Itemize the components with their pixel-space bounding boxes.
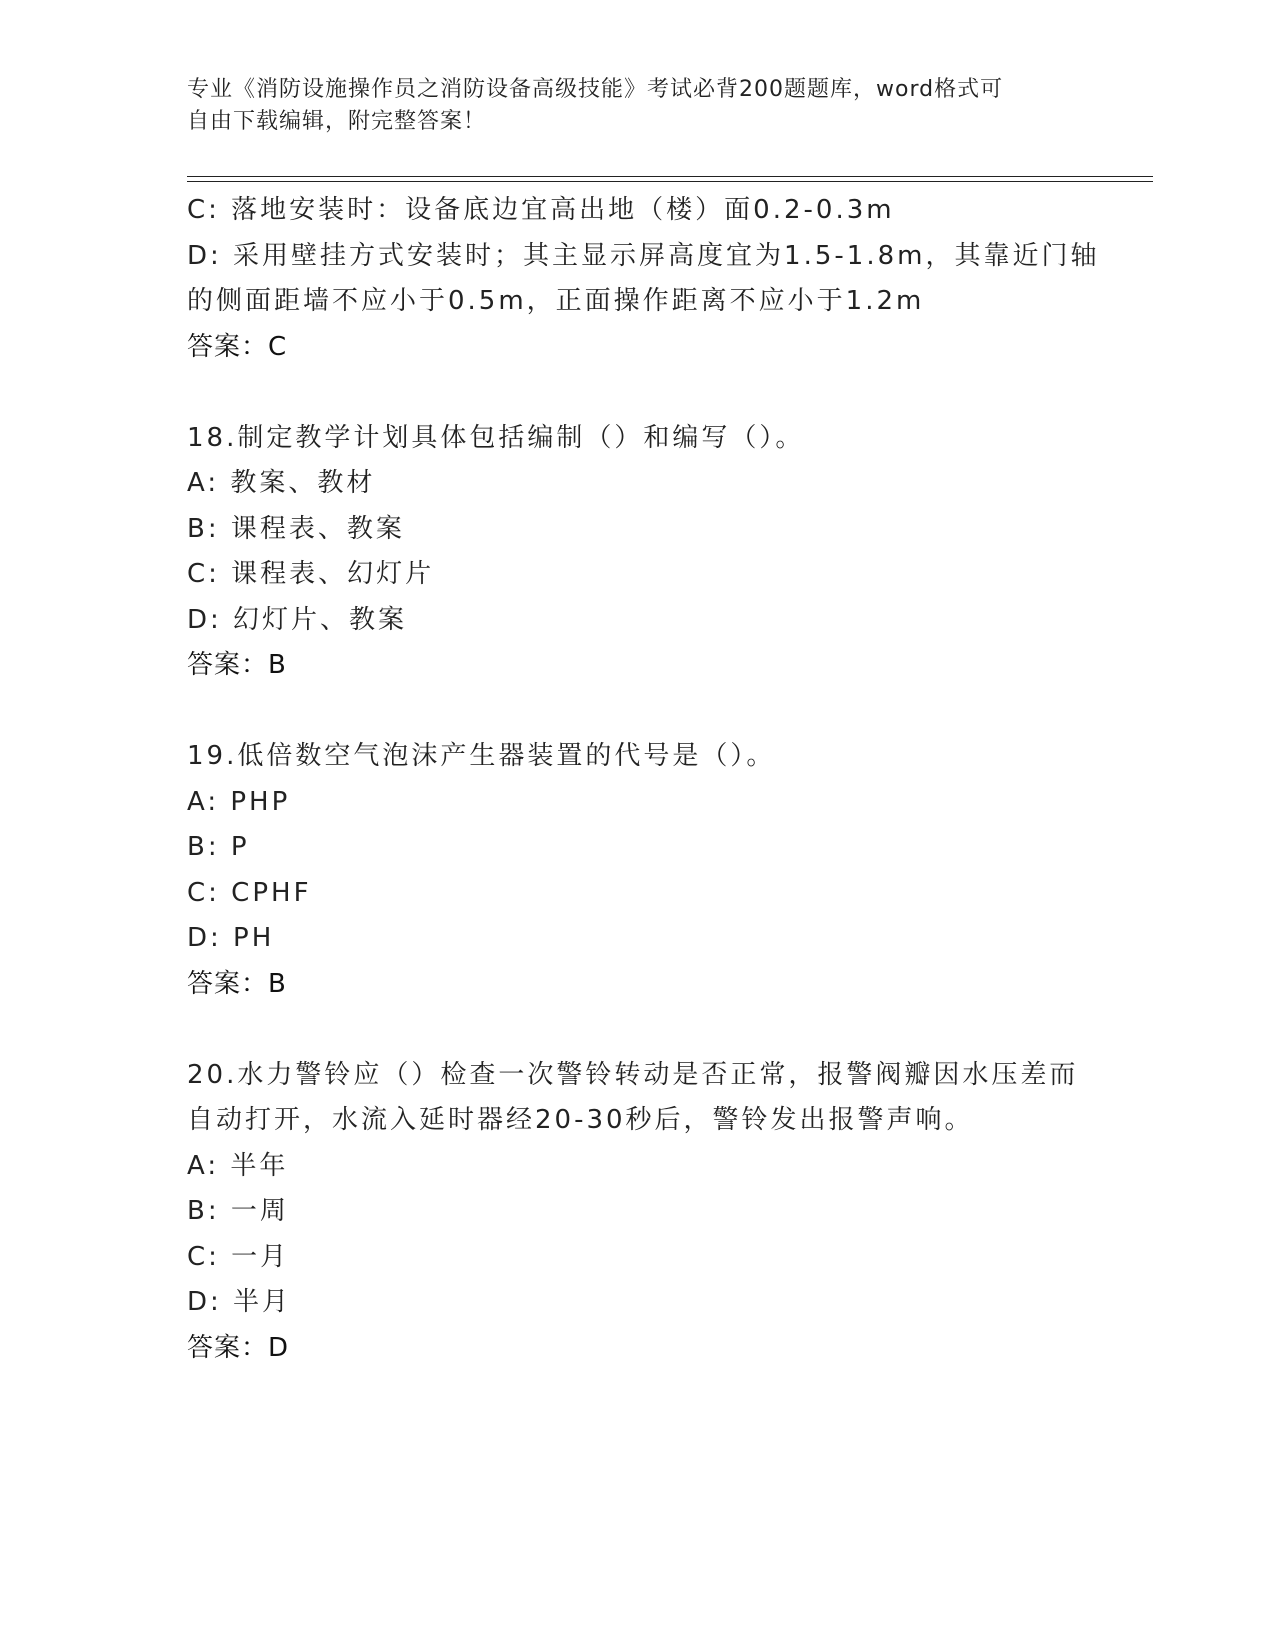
option-c: C: CPHF: [187, 877, 312, 908]
spacer: [187, 1007, 1087, 1053]
header-divider-top: [187, 176, 1153, 177]
question-text-continued: 自动打开，水流入延时器经20-30秒后，警铃发出报警声响。: [187, 1105, 974, 1135]
option-b: B: P: [187, 832, 250, 862]
question-text: 18.制定教学计划具体包括编制（）和编写（）。: [187, 422, 805, 453]
option-a: A: PHP: [187, 786, 291, 817]
option-b: B: 一周: [187, 1196, 289, 1226]
question-20: [187, 1053, 1087, 1372]
answer: 答案：D: [187, 1332, 290, 1363]
document-header: [187, 74, 1067, 138]
answer: 答案：B: [187, 968, 287, 999]
header-title-line-2: 自由下载编辑，附完整答案！: [187, 109, 487, 134]
option-d: D: PH: [187, 923, 275, 953]
question-17-tail: [187, 188, 1100, 370]
option-c: C: 落地安装时：设备底边宜高出地（楼）面0.2-0.3m: [187, 195, 895, 225]
spacer: [187, 370, 1087, 416]
option-a: A: 教案、教材: [187, 468, 376, 498]
question-19: [187, 734, 1087, 1007]
option-b: B: 课程表、教案: [187, 513, 405, 544]
header-title-line-1: 专业《消防设施操作员之消防设备高级技能》考试必背200题题库，word格式可: [187, 77, 1004, 102]
option-d-continued: 的侧面距墙不应小于0.5m，正面操作距离不应小于1.2m: [187, 286, 925, 316]
question-18: [187, 416, 1087, 689]
option-c: C: 一月: [187, 1241, 290, 1272]
option-d: D: 幻灯片、教案: [187, 604, 408, 635]
answer: 答案：C: [187, 331, 288, 362]
option-d: D: 半月: [187, 1287, 292, 1317]
option-d: D: 采用壁挂方式安装时；其主显示屏高度宜为1.5-1.8m，其靠近门轴: [187, 240, 1100, 271]
question-list: [187, 188, 1100, 1371]
header-divider-bottom: [187, 181, 1153, 182]
question-text: 19.低倍数空气泡沫产生器装置的代号是（）。: [187, 741, 776, 771]
question-text: 20.水力警铃应（）检查一次警铃转动是否正常，报警阀瓣因水压差而: [187, 1059, 1079, 1090]
spacer: [187, 689, 1087, 735]
option-c: C: 课程表、幻灯片: [187, 559, 435, 589]
answer: 答案：B: [187, 650, 287, 680]
option-a: A: 半年: [187, 1150, 289, 1181]
